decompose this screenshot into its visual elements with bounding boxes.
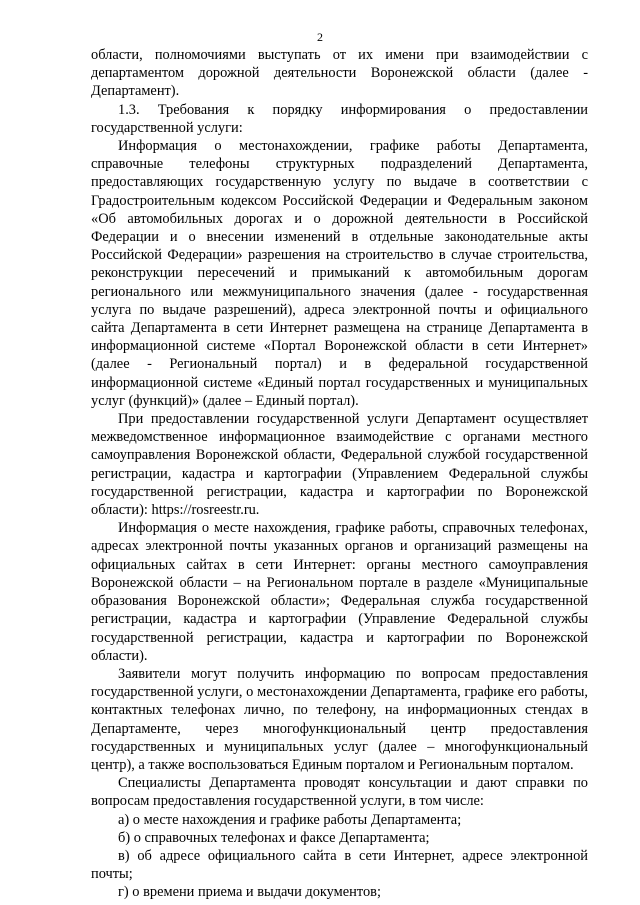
paragraph-department-info: Информация о местонахождении, графике работы Департамента, справочные телефоны структурных подразделений Департамента, предоставляющих государственную услугу по выдаче в соответствии с Градостроительным кодексом Российской Федерации и Федеральным законом «Об автомобильных дорогах и о дорожной деятельности в Российской Федерации и о внесении изменений в отдельные законодательные акты Российской Федерации» разрешения на строительство в случае строительства, реконструкции пересечений и примыканий к автомобильным дорогам регионального или межмуниципального значения (далее - государственная услуга по выдаче разрешений), адреса электронной почты и официального сайта Департамента в сети Интернет размещена на странице Департамента в информационной системе «Портал Воронежской области в сети Интернет» (далее - Региональный портал) и в федеральной государственной информационной системе «Единый портал государственных и муниципальных услуг (функций)» (далее – Единый портал).	[91, 138, 588, 409]
list-item-a: а) о месте нахождения и графике работы Департамента;	[118, 811, 462, 828]
list-item-b: б) о справочных телефонах и факсе Департамента;	[118, 829, 430, 846]
list-item-g: г) о времени приема и выдачи документов;	[118, 884, 381, 901]
paragraph-consultations: Специалисты Департамента проводят консультации и дают справки по вопросам предоставления государственной услуги, в том числе:	[91, 775, 588, 810]
document-body	[91, 46, 588, 902]
paragraph-agencies-info: Информация о месте нахождения, графике работы, справочных телефонах, адресах электронной почты указанных органов и организаций размещены на официальных сайтах в сети Интернет: органы местного самоуправления Воронежской области – на Региональном портале в разделе «Муниципальные образования Воронежской области»; Федеральная служба государственной регистрации, кадастра и картографии (Управление Федеральной службы государственной регистрации, кадастра и картографии по Воронежской области).	[91, 520, 588, 664]
page-number: 2	[317, 30, 323, 44]
list-item-v: в) об адресе официального сайта в сети Интернет, адресе электронной почты;	[91, 847, 588, 883]
paragraph-interagency-interaction: При предоставлении государственной услуги Департамент осуществляет межведомственное информационное взаимодействие с органами местного самоуправления Воронежской области, Федеральной службой государственной регистрации, кадастра и картографии (Управлением Федеральной службы государственной регистрации, кадастра и картографии по Воронежской области): https://rosreestr.ru.	[91, 411, 588, 519]
paragraph-department-definition: области, полномочиями выступать от их имени при взаимодействии с департаментом дорожной деятельности Воронежской области (далее - Департамент).	[91, 47, 588, 100]
paragraph-applicants-info: Заявители могут получить информацию по вопросам предоставления государственной услуги, о местонахождении Департамента, графике его работы, контактных телефонах лично, по телефону, на информационных стендах в Департаменте, через многофункциональный центр предоставления государственных и муниципальных услуг (далее – многофункциональный центр), а также воспользоваться Единым порталом и Региональным порталом.	[91, 665, 588, 773]
section-heading-1-3: 1.3. Требования к порядку информирования о предоставлении государственной услуги:	[91, 101, 588, 136]
